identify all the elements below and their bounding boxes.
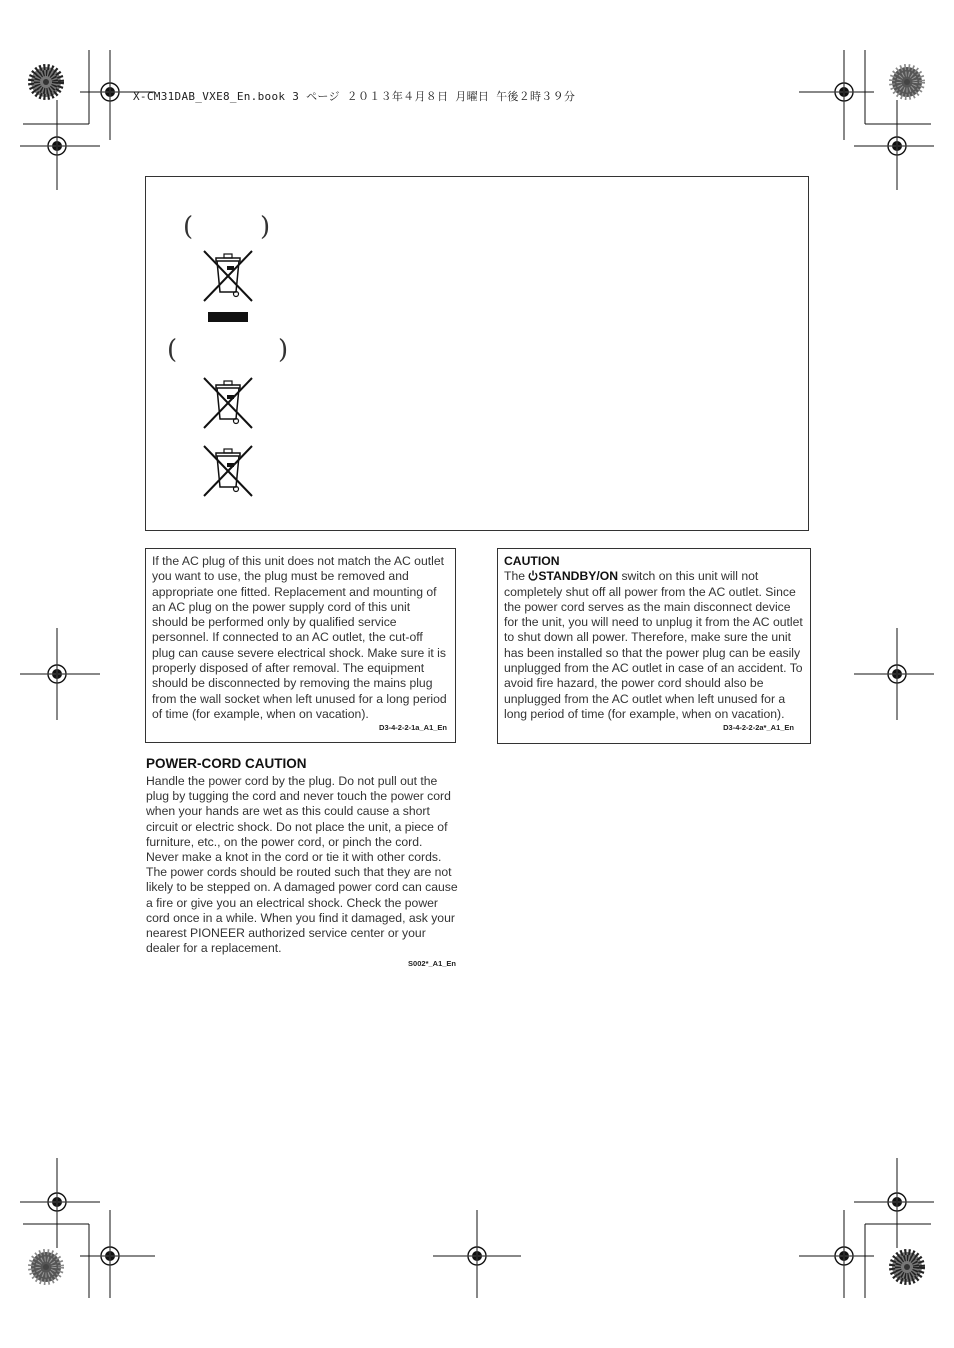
caution-title: CAUTION xyxy=(504,554,560,568)
standby-caution-notice xyxy=(497,548,811,744)
right-parenthesis: ) xyxy=(278,335,289,365)
left-parenthesis: ( xyxy=(167,335,178,365)
caution-text: switch on this unit will not completely shut off all power from the AC outlet. Since the power cord serves as the main disconnect device for the unit, you will need to unplug it from the AC outlet to shut down all power. Therefore, make sure the unit has been installed so that the power plug can be easily unplugged from the AC outlet in case of an accident. To avoid fire hazard, the power cord should also be unplugged from the AC outlet when left unused for a long period of time (for example, when on vacation). xyxy=(504,569,803,721)
print-info-line: X-CM31DAB_VXE8_En.book 3 ページ ２０１３年４月８日 月曜日 午後２時３９分 xyxy=(133,90,576,103)
document-code: S002*_A1_En xyxy=(408,959,456,968)
standby-power-icon xyxy=(528,570,538,581)
solid-bar xyxy=(208,312,248,322)
standby-on-label: STANDBY/ON xyxy=(538,569,619,584)
power-cord-heading: POWER-CORD CAUTION xyxy=(146,756,307,771)
document-code: D3-4-2-2-1a_A1_En xyxy=(379,722,447,732)
color-wheel-icon xyxy=(31,1252,61,1282)
right-parenthesis: ) xyxy=(260,212,271,242)
crossed-bin-icon xyxy=(201,248,255,304)
caution-text-prefix: The xyxy=(504,569,529,584)
color-wheel-icon xyxy=(892,67,922,97)
document-code: D3-4-2-2-2a*_A1_En xyxy=(723,722,794,732)
power-cord-text: Handle the power cord by the plug. Do not pull out the plug by tugging the cord and never touch the power cord when your hands are wet as this could cause a short circuit or electric shock. Do not place the unit, a piece of furniture, etc., on the power cord, or pinch the cord. Never make a knot in the cord or tie it with other cords. The power cords should be routed such that they are not likely to be stepped on. A damaged power cord can cause a fire or give you an electrical shock. Check the power cord once in a while. When you find it damaged, ask your nearest PIONEER authorized service center or your dealer for a replacement. xyxy=(146,774,458,956)
left-parenthesis: ( xyxy=(183,212,194,242)
crossed-bin-icon xyxy=(201,375,255,431)
ac-plug-notice-text: If the AC plug of this unit does not match the AC outlet you want to use, the plug must be removed and appropriate one fitted. Replacement and mounting of an AC plug on the power supply cord of this unit should be performed only by qualified service personnel. If connected to an AC outlet, the cut-off plug can cause severe electrical shock. Make sure it is properly disposed of after removal. The equipment should be disconnected by removing the mains plug from the wall socket when left unused for a long period of time (for example, when on vacation). xyxy=(152,554,447,721)
color-wheel-icon xyxy=(892,1252,922,1282)
crossed-bin-icon xyxy=(201,443,255,499)
ac-plug-notice xyxy=(145,548,456,743)
color-wheel-icon xyxy=(31,67,61,97)
